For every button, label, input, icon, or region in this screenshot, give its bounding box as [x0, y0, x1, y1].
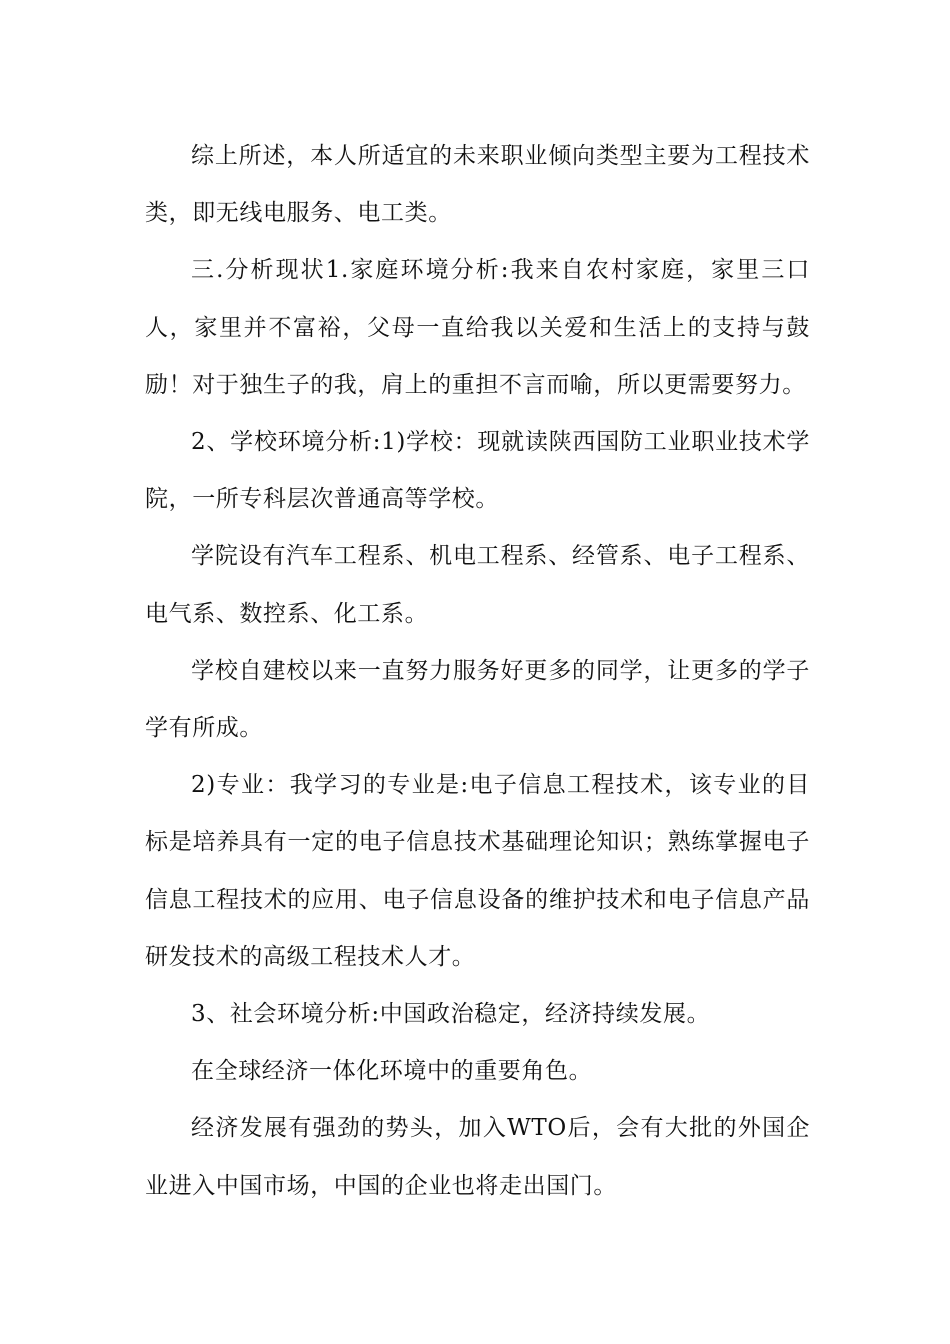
paragraph-wto: 经济发展有强劲的势头，加入WTO后，会有大批的外国企业进入中国市场，中国的企业也将走出国门。: [145, 1115, 810, 1199]
paragraph-departments: 学院设有汽车工程系、机电工程系、经管系、电子工程系、电气系、数控系、化工系。: [145, 543, 810, 627]
paragraph-school-analysis: 2、学校环境分析:1)学校：现就读陕西国防工业职业技术学院，一所专科层次普通高等学校。: [145, 429, 810, 513]
paragraph-career-conclusion: 综上所述，本人所适宜的未来职业倾向类型主要为工程技术类，即无线电服务、电工类。: [145, 143, 810, 227]
paragraph-global-role: 在全球经济一体化环境中的重要角色。: [191, 1058, 593, 1085]
document-body: [145, 128, 810, 1215]
paragraph-major: 2)专业：我学习的专业是:电子信息工程技术，该专业的目标是培养具有一定的电子信息技术基础理论知识；熟练掌握电子信息工程技术的应用、电子信息设备的维护技术和电子信息产品研发技术的高级工程技术人才。: [145, 772, 810, 970]
paragraph-family-analysis: 三.分析现状1.家庭环境分析:我来自农村家庭，家里三口人，家里并不富裕，父母一直给我以关爱和生活上的支持与鼓励！对于独生子的我，肩上的重担不言而喻，所以更需要努力。: [145, 257, 810, 398]
paragraph-school-service: 学校自建校以来一直努力服务好更多的同学，让更多的学子学有所成。: [145, 657, 810, 742]
paragraph-social-analysis: 3、社会环境分析:中国政治稳定，经济持续发展。: [191, 1001, 711, 1028]
